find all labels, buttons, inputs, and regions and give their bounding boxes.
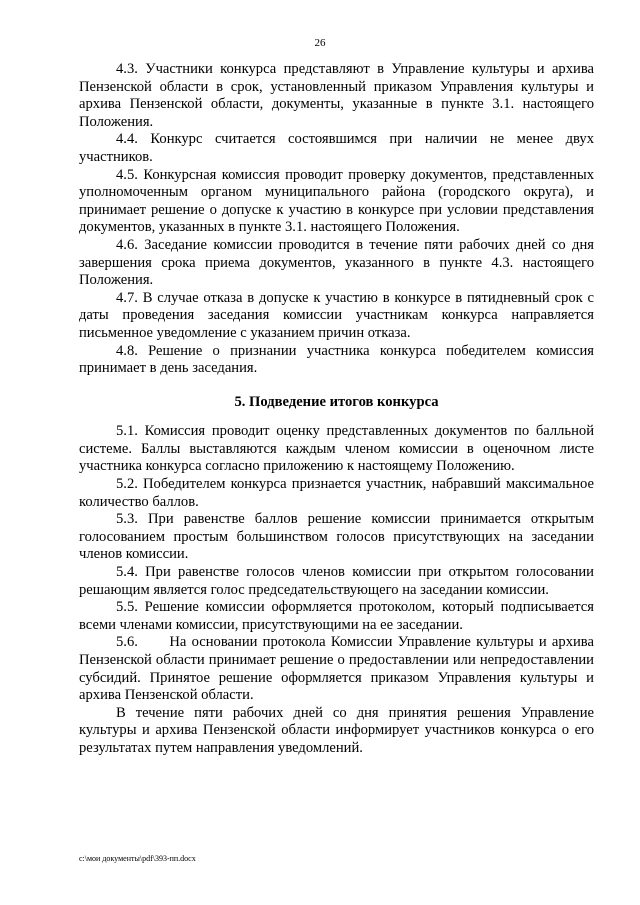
paragraph-4-8: 4.8. Решение о признании участника конкурса победителем комиссия принимает в день заседания. bbox=[79, 342, 594, 377]
paragraph-5-4: 5.4. При равенстве голосов членов комиссии при открытом голосовании решающим является голос председательствующего на заседании комиссии. bbox=[79, 564, 594, 598]
paragraph-4-5: 4.5. Конкурсная комиссия проводит проверку документов, представленных уполномоченным органом муниципального района (городского округа), и принимает решение о допуске к участию в конкурсе при условии представления документов, указанных в пункте 3.1. настоящего Положения. bbox=[79, 166, 594, 236]
paragraph-5-3: 5.3. При равенстве баллов решение комиссии принимается открытым голосованием простым большинством голосов присутствующих на заседании членов комиссии. bbox=[79, 511, 594, 563]
paragraph-5-6: 5.6. На основании протокола Комиссии Управление культуры и архива Пензенской области принимает решение о предоставлении или непредоставлении субсидий. Принятое решение оформляется приказом Управления культуры и архива Пензенской области. bbox=[79, 634, 594, 704]
footer-file-path: c:\мои документы\pdf\393-пп.docx bbox=[79, 854, 196, 863]
paragraph-5-2: 5.2. Победителем конкурса признается участник, набравший максимальное количество баллов. bbox=[79, 476, 594, 510]
section-title: 5. Подведение итогов конкурса bbox=[234, 393, 439, 410]
document-body bbox=[79, 61, 594, 758]
paragraph-5-5: 5.5. Решение комиссии оформляется протоколом, который подписывается всеми членами комиссии, присутствующими на ее заседании. bbox=[79, 599, 594, 633]
paragraph-notification: В течение пяти рабочих дней со дня принятия решения Управление культуры и архива Пензенской области информирует участников конкурса о его результатах путем направления уведомлений. bbox=[79, 704, 594, 756]
paragraph-4-4: 4.4. Конкурс считается состоявшимся при наличии не менее двух участников. bbox=[79, 131, 594, 165]
page-number: 26 bbox=[314, 37, 326, 49]
paragraph-4-3: 4.3. Участники конкурса представляют в Управление культуры и архива Пензенской области в срок, установленный приказом Управления культуры и архива Пензенской области, документы, указанные в пункте 3.1. настоящего Положения. bbox=[79, 61, 594, 130]
paragraph-5-1: 5.1. Комиссия проводит оценку представленных документов по балльной системе. Баллы выставляются каждым членом комиссии в оценочном листе участника конкурса согласно приложению к настоящему Положению. bbox=[79, 423, 594, 475]
paragraph-4-6: 4.6. Заседание комиссии проводится в течение пяти рабочих дней со дня завершения срока приема документов, указанного в пункте 4.3. настоящего Положения. bbox=[79, 236, 594, 289]
paragraph-4-7: 4.7. В случае отказа в допуске к участию в конкурсе в пятидневный срок с даты проведения заседания комиссии участникам конкурса направляется письменное уведомление с указанием причин отказа. bbox=[79, 289, 594, 341]
